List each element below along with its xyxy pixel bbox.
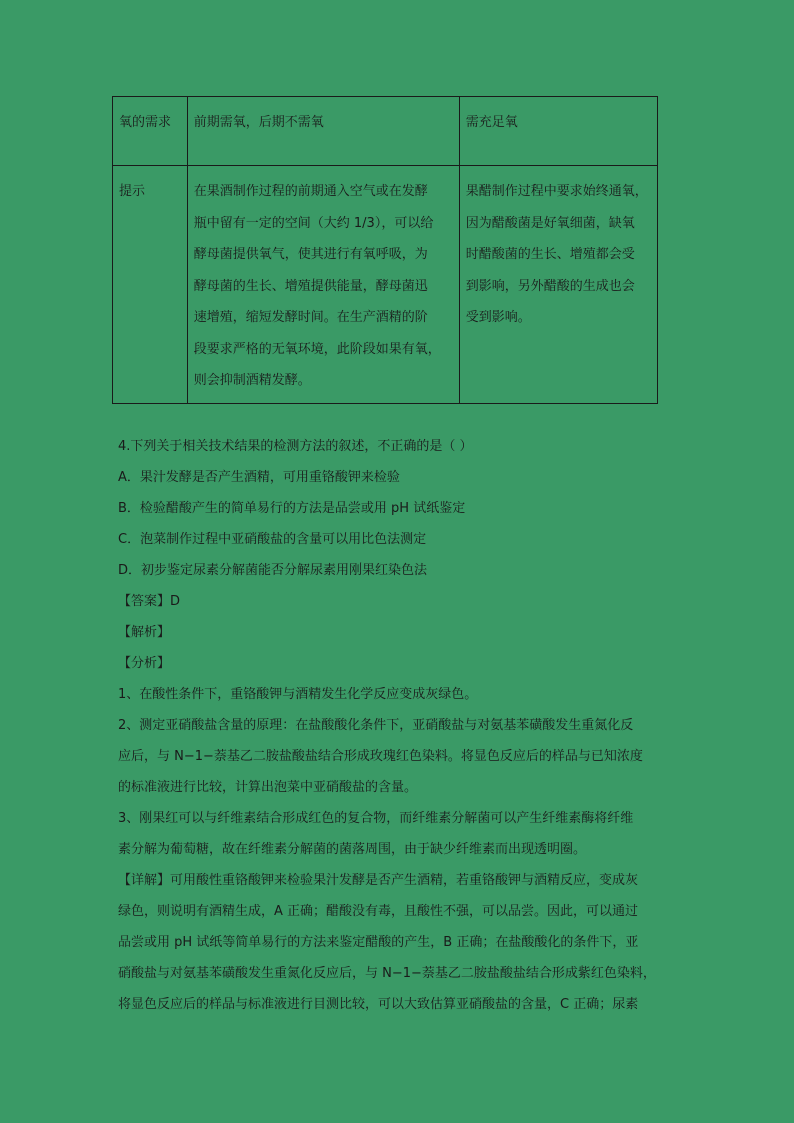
question-stem: 4.下列关于相关技术结果的检测方法的叙述，不正确的是（ ）: [118, 439, 473, 454]
analysis-line: 1、在酸性条件下，重铬酸钾与酒精发生化学反应变成灰绿色。: [118, 687, 478, 702]
cell-line: 时醋酸菌的生长、增殖都会受: [465, 247, 635, 262]
cell-line: 因为醋酸菌是好氧细菌，缺氧: [465, 215, 635, 231]
fenxi-label: 【分析】: [118, 656, 171, 671]
cell-line: 瓶中留有一定的空间（大约 1/3），可以给: [193, 215, 434, 231]
option-c: C．泡菜制作过程中亚硝酸盐的含量可以用比色法测定: [118, 532, 427, 547]
cell-line: 受到影响。: [465, 310, 531, 325]
option-d: D．初步鉴定尿素分解菌能否分解尿素用刚果红染色法: [118, 563, 428, 578]
table-cell: 需充足氧: [459, 97, 657, 166]
analysis-line: 将显色反应后的样品与标准液进行目测比较，可以大致估算亚硝酸盐的含量，C 正确；尿素: [118, 997, 639, 1012]
analysis-line: 的标准液进行比较，计算出泡菜中亚硝酸盐的含量。: [118, 780, 418, 795]
cell-line: 速增殖，缩短发酵时间。在生产酒精的阶: [193, 310, 428, 325]
analysis-line: 素分解为葡萄糖，故在纤维素分解菌的菌落周围，由于缺少纤维素而出现透明圈。: [118, 842, 587, 857]
cell-line: 酵母菌提供氧气，使其进行有氧呼吸，为: [193, 247, 428, 262]
row-label: 氧的需求: [113, 97, 188, 166]
table-row: [113, 166, 658, 404]
analysis-line: 【详解】可用酸性重铬酸钾来检验果汁发酵是否产生酒精，若重铬酸钾与酒精反应，变成灰: [118, 873, 639, 888]
analysis-line: 硝酸盐与对氨基苯磺酸发生重氮化反应后，与 N−1−萘基乙二胺盐酸盐结合形成紫红色染料，: [118, 966, 656, 981]
answer-label: 【答案】D: [118, 594, 181, 609]
option-a: A．果汁发酵是否产生酒精，可用重铬酸钾来检验: [118, 470, 400, 485]
cell-line: 酵母菌的生长、增殖提供能量，酵母菌迅: [193, 278, 428, 294]
analysis-line: 绿色，则说明有酒精生成，A 正确；醋酸没有毒，且酸性不强，可以品尝。因此，可以通过: [118, 904, 639, 919]
comparison-table: [112, 96, 658, 404]
analysis-line: 2、测定亚硝酸盐含量的原理：在盐酸酸化条件下，亚硝酸盐与对氨基苯磺酸发生重氮化反: [118, 718, 634, 733]
table-cell: 前期需氧，后期不需氧: [187, 97, 459, 166]
question-section: [118, 431, 678, 1020]
jiexi-label: 【解析】: [118, 625, 171, 640]
table-row: [113, 97, 658, 166]
analysis-line: 3、刚果红可以与纤维素结合形成红色的复合物，而纤维素分解菌可以产生纤维素酶将纤维: [118, 811, 634, 826]
row-label: 提示: [113, 166, 188, 404]
cell-line: 果醋制作过程中要求始终通氧，: [465, 184, 648, 199]
cell-line: 则会抑制酒精发酵。: [193, 373, 311, 388]
analysis-line: 应后，与 N−1−萘基乙二胺盐酸盐结合形成玫瑰红色染料。将显色反应后的样品与已知浓度: [118, 749, 643, 764]
table-cell: [187, 166, 459, 404]
table-cell: [459, 166, 657, 404]
cell-line: 到影响，另外醋酸的生成也会: [465, 278, 635, 294]
option-b: B．检验醋酸产生的简单易行的方法是品尝或用 pH 试纸鉴定: [118, 501, 466, 516]
cell-line: 段要求严格的无氧环境，此阶段如果有氧，: [193, 341, 441, 357]
cell-line: 在果酒制作过程的前期通入空气或在发酵: [193, 184, 428, 199]
analysis-line: 品尝或用 pH 试纸等简单易行的方法来鉴定醋酸的产生，B 正确；在盐酸酸化的条件下，亚: [118, 935, 639, 950]
